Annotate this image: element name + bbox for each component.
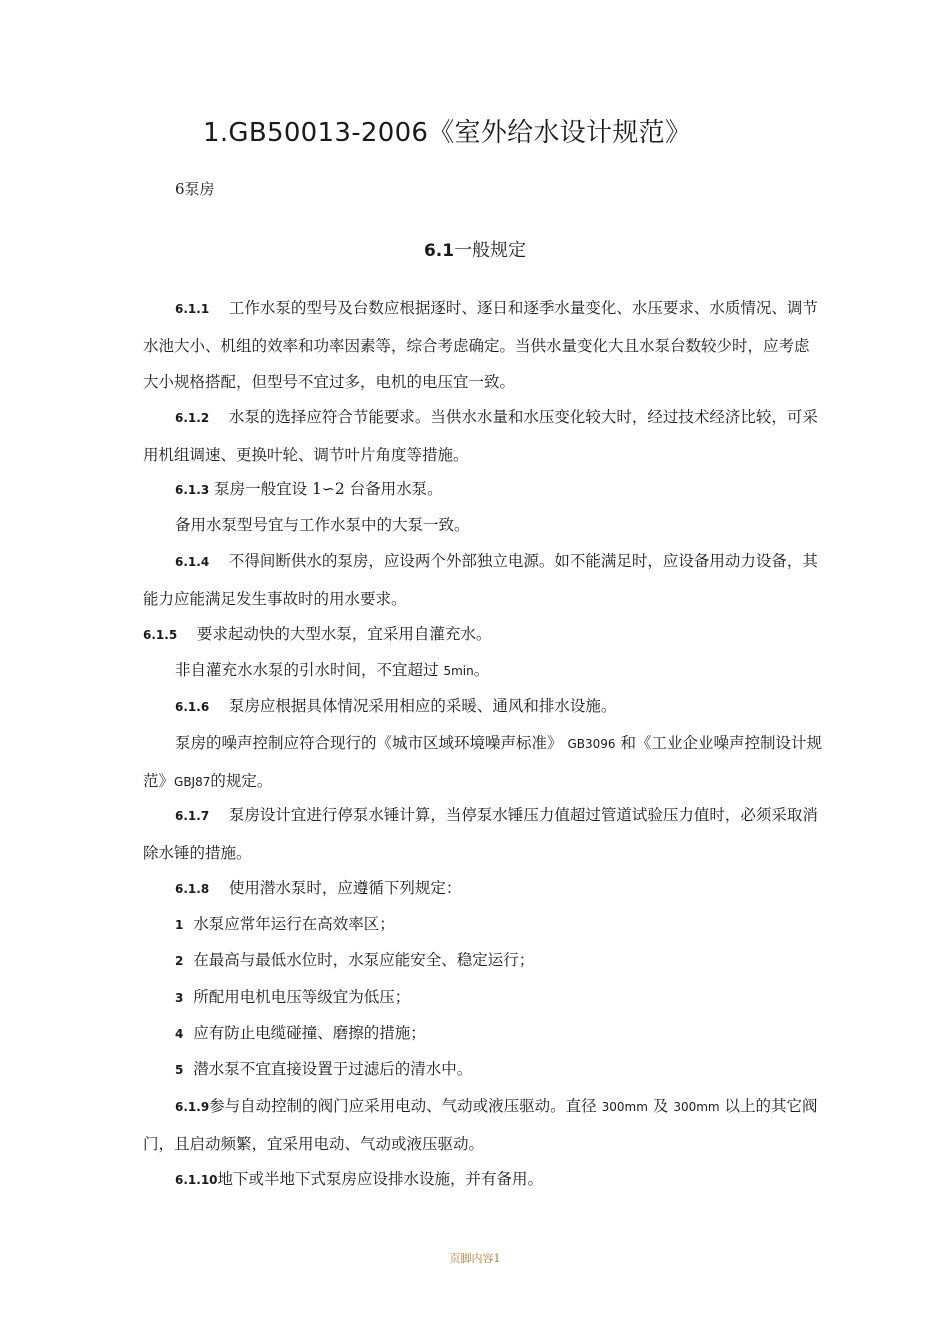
clause-text: 泵房一般宜设 1∽2 台备用水泵。 xyxy=(214,480,443,498)
clause-6-1-8 xyxy=(143,870,823,908)
clause-6-1-10 xyxy=(143,1161,823,1199)
clause-text: 泵房的噪声控制应符合现行的《城市区域环境噪声标准》 xyxy=(175,734,563,752)
clause-number: 6.1.5 xyxy=(143,628,178,642)
clause-text: 使用潜水泵时，应遵循下列规定： xyxy=(228,879,462,897)
clause-text: 要求起动快的大型水泵，宜采用自灌充水。 xyxy=(196,625,492,643)
clause-number: 6.1.10 xyxy=(175,1173,218,1187)
clause-text: 非自灌充水水泵的引水时间，不宜超过 xyxy=(175,661,439,679)
rule-number: 5 xyxy=(175,1063,184,1077)
clause-text: 不得间断供水的泵房，应设两个外部独立电源。如不能满足时，应设备用动力设备，其能力应能满足发生事故时的用水要求。 xyxy=(143,552,818,608)
clause-6-1-5 xyxy=(143,616,823,654)
rule-text: 水泵应常年运行在高效率区； xyxy=(193,915,395,933)
clause-6-1-3 xyxy=(143,471,823,509)
section-number: 6.1 xyxy=(423,241,455,261)
clause-text: 以上的其它阀门，且启动频繁，宜采用电动、气动或液压驱动。 xyxy=(143,1097,818,1153)
rule-item xyxy=(143,979,823,1017)
clause-number: 6.1.1 xyxy=(175,302,210,316)
clause-text: 备用水泵型号宜与工作水泵中的大泵一致。 xyxy=(175,516,470,534)
rule-item xyxy=(143,1051,823,1089)
rule-text: 所配用电机电压等级宜为低压； xyxy=(193,988,411,1006)
clause-text-end: 的规定。 xyxy=(210,771,273,790)
clause-number: 6.1.4 xyxy=(175,555,210,569)
standard-code: GB3096 xyxy=(567,737,616,751)
clause-6-1-5-note xyxy=(143,652,823,690)
clause-6-1-6-note xyxy=(143,725,823,800)
section-title: 一般规定 xyxy=(454,240,527,261)
rule-number: 2 xyxy=(175,954,184,968)
diameter-value: 300mm xyxy=(601,1100,648,1114)
clause-text: 泵房应根据具体情况采用相应的采暖、通风和排水设施。 xyxy=(228,697,617,715)
rule-text: 潜水泵不宜直接设置于过滤后的清水中。 xyxy=(193,1060,473,1078)
clause-6-1-2 xyxy=(143,399,823,473)
clause-6-1-1 xyxy=(143,290,823,401)
clause-6-1-6 xyxy=(143,688,823,726)
section-heading xyxy=(0,236,950,262)
clause-text: 工作水泵的型号及台数应根据逐时、逐日和逐季水量变化、水压要求、水质情况、调节水池大小、机组的效率和功率因素等，综合考虑确定。当供水量变化大且水泵台数较少时，应考虑大小规格搭配，但型号不宜过多，电机的电压宜一致。 xyxy=(143,299,818,391)
clause-6-1-7 xyxy=(143,797,823,871)
clause-number: 6.1.7 xyxy=(175,809,210,823)
rule-number: 4 xyxy=(175,1027,184,1041)
rule-number: 1 xyxy=(175,918,184,932)
clause-text: 和《工业企业噪声控制设计规范》 xyxy=(143,734,822,790)
rule-text: 应有防止电缆碰撞、磨擦的措施； xyxy=(193,1024,426,1042)
rule-item xyxy=(143,1015,823,1053)
time-limit: 5min xyxy=(443,664,474,678)
clause-number: 6.1.6 xyxy=(175,700,210,714)
document-title: 1.GB50013-2006《室外给水设计规范》 xyxy=(203,118,692,148)
clause-6-1-9 xyxy=(143,1088,823,1162)
clause-text: 参与自动控制的阀门应采用电动、气动或液压驱动。直径 xyxy=(209,1097,597,1115)
clause-number: 6.1.8 xyxy=(175,882,210,896)
clause-number: 6.1.3 xyxy=(175,483,210,497)
page-footer: 页脚内容1 xyxy=(449,1252,501,1265)
standard-code: GBJ87 xyxy=(174,774,211,789)
chapter-heading: 6泵房 xyxy=(175,180,215,198)
diameter-value: 300mm xyxy=(673,1100,720,1114)
clause-number: 6.1.2 xyxy=(175,411,210,425)
clause-number: 6.1.9 xyxy=(175,1100,210,1114)
rule-number: 3 xyxy=(175,991,184,1005)
rule-text: 在最高与最低水位时，水泵应能安全、稳定运行； xyxy=(193,951,535,969)
rule-item xyxy=(143,906,823,944)
clause-text: 泵房设计宜进行停泵水锤计算，当停泵水锤压力值超过管道试验压力值时，必须采取消除水锤的措施。 xyxy=(143,806,818,862)
clause-text: 地下或半地下式泵房应设排水设施，并有备用。 xyxy=(217,1170,544,1188)
clause-text: 及 xyxy=(652,1097,669,1115)
clause-6-1-3-note xyxy=(143,507,823,544)
rule-item xyxy=(143,942,823,980)
clause-text-end: 。 xyxy=(473,661,490,679)
clause-text: 水泵的选择应符合节能要求。当供水水量和水压变化较大时，经过技术经济比较，可采用机组调速、更换叶轮、调节叶片角度等措施。 xyxy=(143,408,818,464)
clause-6-1-4 xyxy=(143,543,823,617)
